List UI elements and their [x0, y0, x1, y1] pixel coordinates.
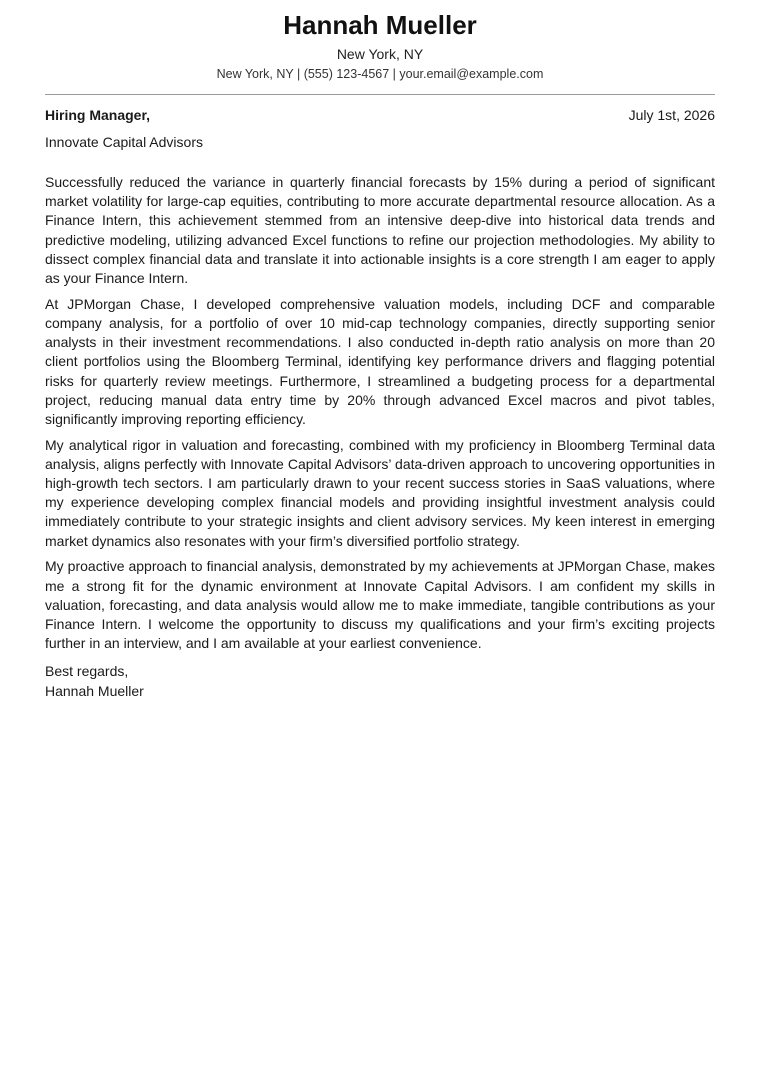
- recipient-salutation: Hiring Manager,: [45, 107, 151, 123]
- closing-phrase: Best regards,: [45, 663, 129, 680]
- letter-header: [45, 8, 715, 83]
- letter-body: [45, 173, 715, 653]
- body-paragraph: My proactive approach to financial analysis, demonstrated by my achievements at JPMorgan Chase, makes me a strong fit for the dynamic environment at Innovate Capital Advisors. I am confident my skills in valuation, forecasting, and data analysis would allow me to make immediate, tangible contributions as your Finance Intern. I welcome the opportunity to discuss my qualifications and your firm’s exciting projects further in an interview, and I am available at your earliest convenience.: [45, 558, 715, 652]
- signature-name: Hannah Mueller: [45, 682, 144, 699]
- letter-date: July 1st, 2026: [628, 107, 715, 123]
- body-paragraph: My analytical rigor in valuation and forecasting, combined with my proficiency in Bloomberg Terminal data analysis, aligns perfectly with Innovate Capital Advisors’ data-driven approach to uncovering opportunities in high-growth tech sectors. I am particularly drawn to your recent success stories in SaaS valuations, where my experience developing complex financial models and providing insightful investment analysis could immediately contribute to your strategic insights and client advisory services. My keen interest in emerging market dynamics also resonates with your firm’s diversified portfolio strategy.: [45, 436, 715, 549]
- body-paragraph: Successfully reduced the variance in quarterly financial forecasts by 15% during a period of significant market volatility for large-cap equities, contributing to more accurate departmental resource allocation. As a Finance Intern, this achievement stemmed from an intensive deep-dive into historical data trends and predictive modeling, utilizing advanced Excel functions to refine our projection methodologies. My ability to dissect complex financial data and translate it into actionable insights is a core strength I am eager to apply as your Finance Intern.: [45, 174, 715, 287]
- letter-closing: [45, 662, 715, 700]
- contact-line: New York, NY | (555) 123-4567 | your.email@example.com: [216, 67, 544, 81]
- applicant-location: New York, NY: [336, 46, 424, 62]
- recipient-date-row: [45, 105, 715, 125]
- header-divider: [45, 94, 715, 95]
- applicant-name: Hannah Mueller: [283, 10, 477, 40]
- body-paragraph: At JPMorgan Chase, I developed comprehensive valuation models, including DCF and comparable company analysis, for a portfolio of over 10 mid-cap technology companies, directly supporting senior analysts in their investment recommendations. I also conducted in-depth ratio analysis on more than 20 client portfolios using the Bloomberg Terminal, identifying key performance drivers and flagging potential risks for quarterly review meetings. Furthermore, I streamlined a budgeting process for a departmental project, reducing manual data entry time by 20% through advanced Excel macros and pivot tables, significantly improving reporting efficiency.: [45, 295, 715, 427]
- company-name: Innovate Capital Advisors: [45, 134, 203, 150]
